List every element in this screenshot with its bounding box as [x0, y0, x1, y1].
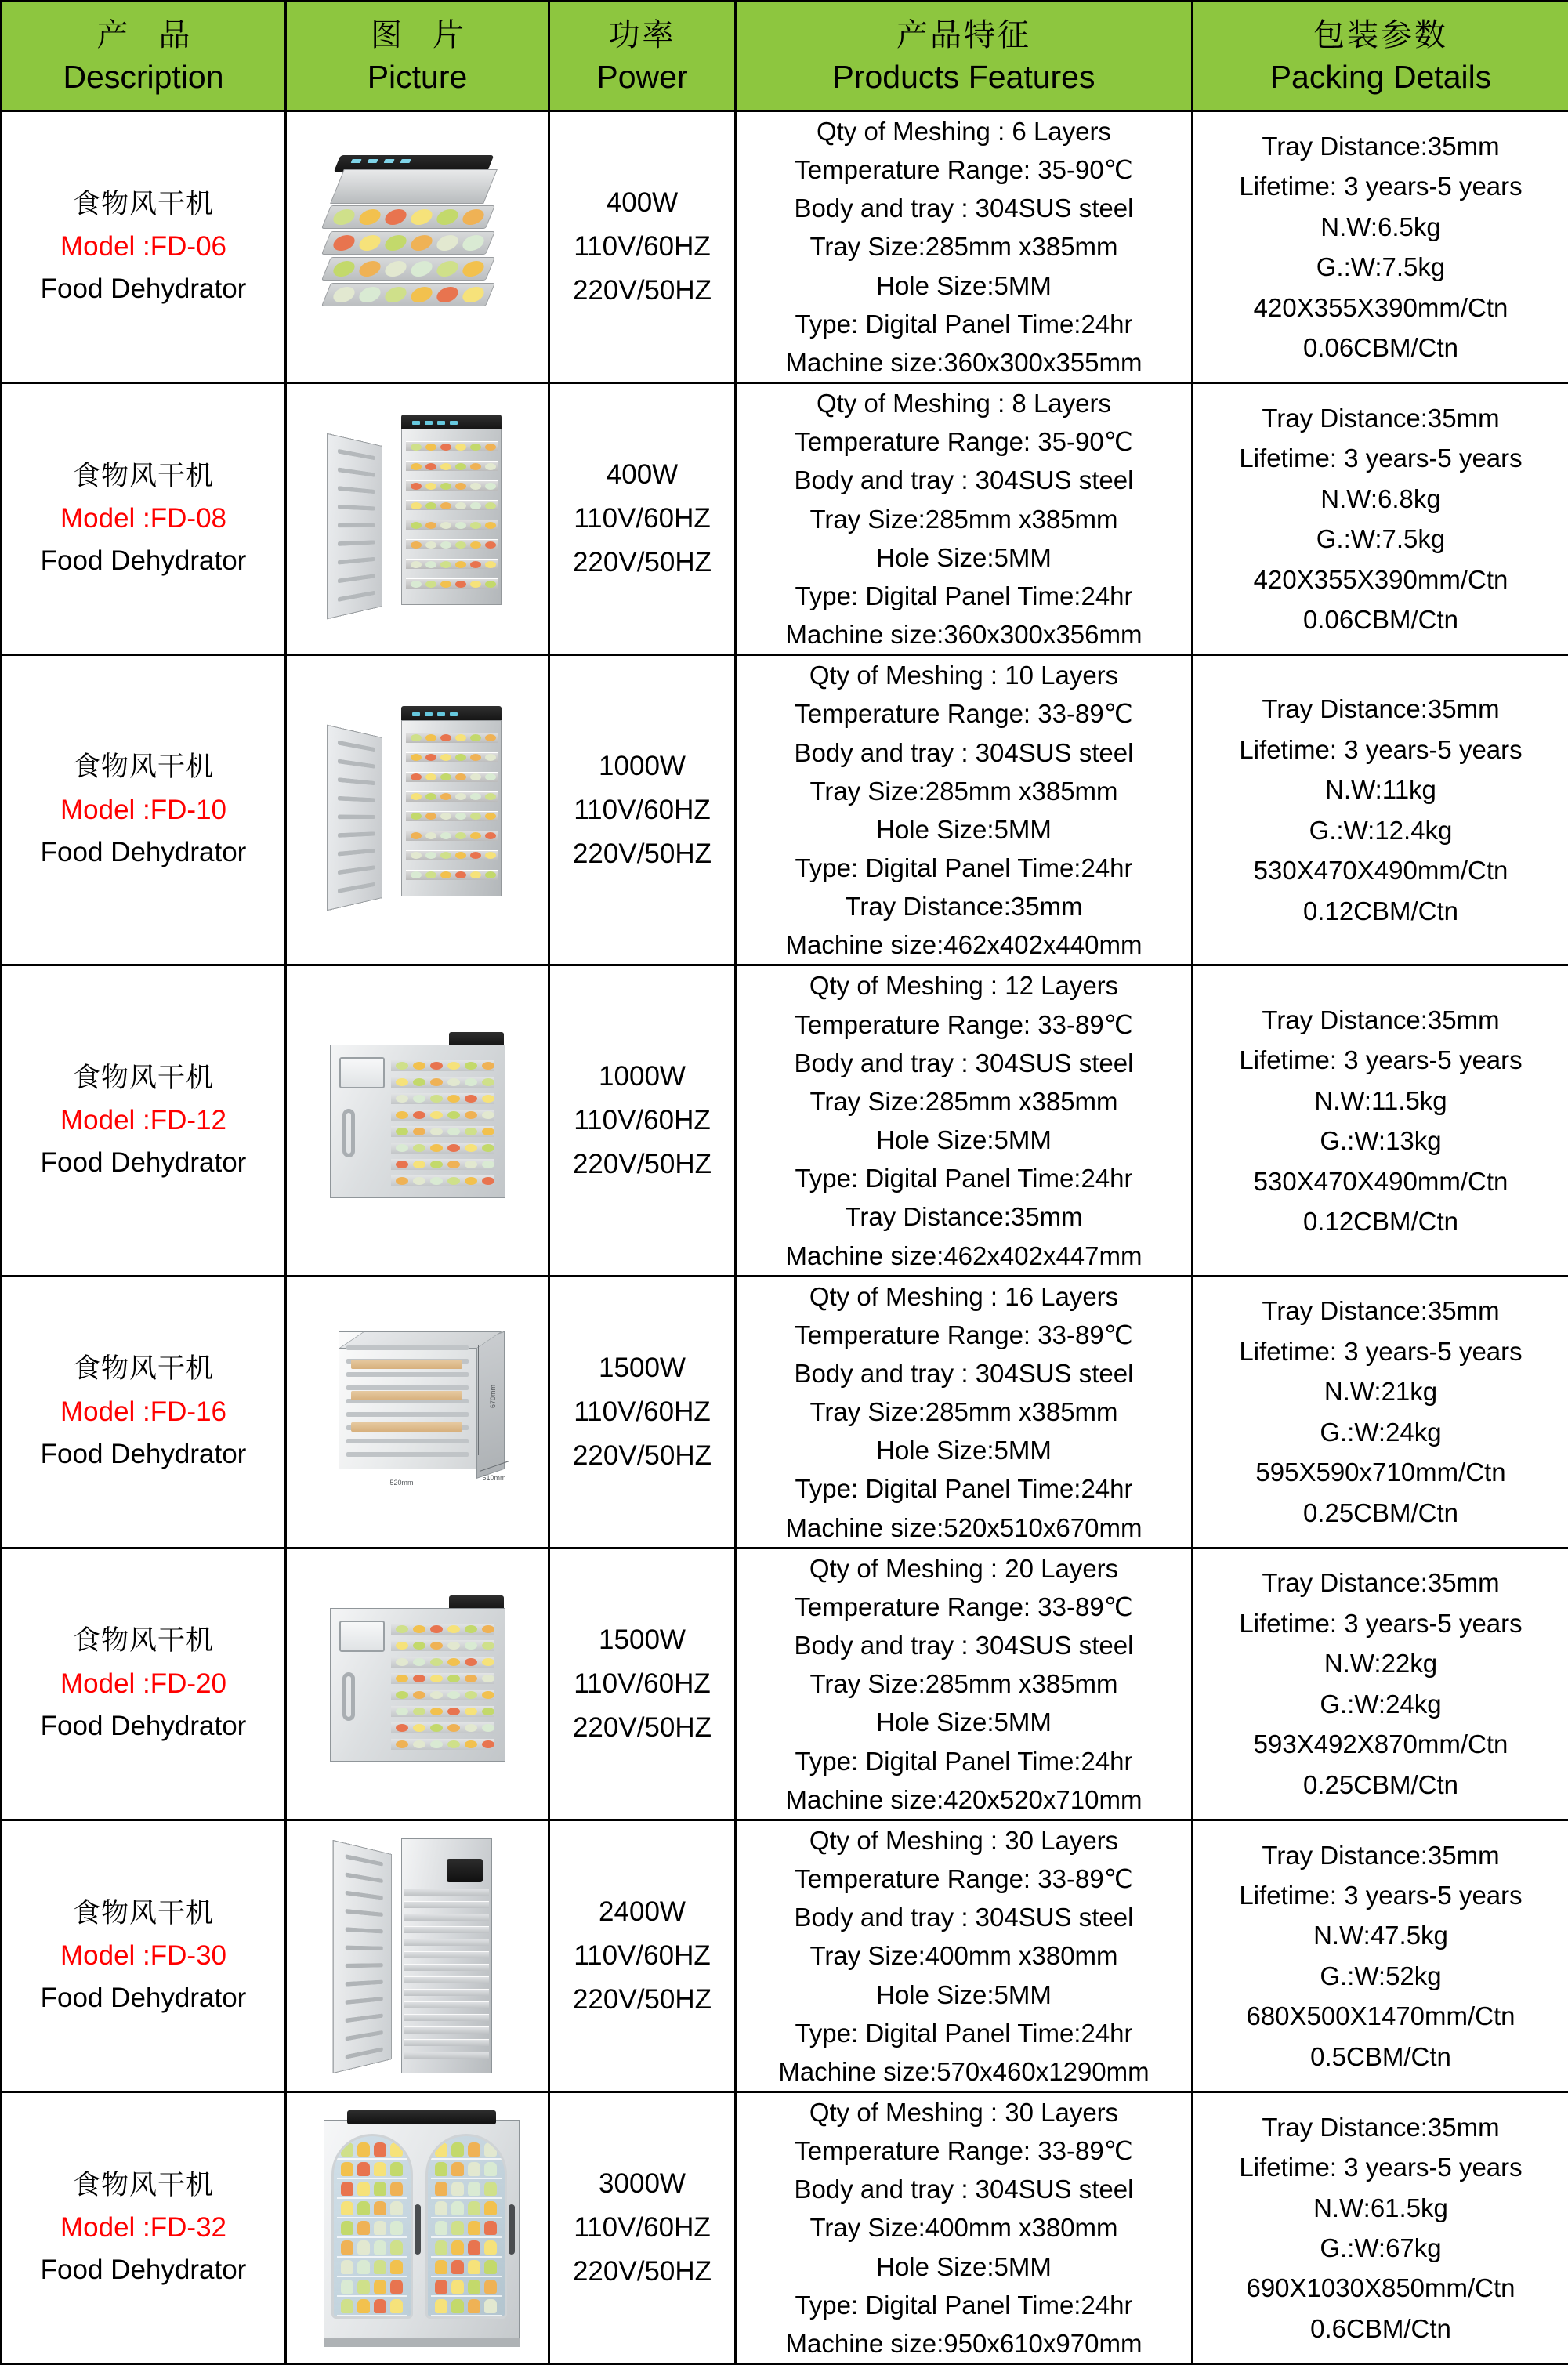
feature-line: Machine size:950x610x970mm [737, 2324, 1191, 2363]
product-power-cell [549, 1820, 736, 2092]
feature-line: Hole Size:5MM [737, 538, 1191, 577]
feature-line: Machine size:520x510x670mm [737, 1508, 1191, 1547]
feature-line: Body and tray : 304SUS steel [737, 1626, 1191, 1664]
product-name-en: Food Dehydrator [2, 1705, 284, 1747]
power-line: 1500W [550, 1346, 734, 1390]
feature-line: Tray Size:285mm x385mm [737, 227, 1191, 266]
product-photo-fd-16 [287, 1298, 548, 1526]
product-model: Model :FD-30 [2, 1935, 284, 1977]
packing-line: N.W:6.8kg [1193, 479, 1568, 519]
feature-line: Qty of Meshing : 8 Layers [737, 384, 1191, 422]
power-line: 220V/50HZ [550, 1978, 734, 2022]
power-line: 220V/50HZ [550, 1143, 734, 1186]
packing-line: Tray Distance:35mm [1193, 1835, 1568, 1875]
feature-line: Tray Size:285mm x385mm [737, 1082, 1191, 1121]
packing-line: Tray Distance:35mm [1193, 2107, 1568, 2147]
column-header-products-features [736, 2, 1193, 111]
product-photo-fd-08 [287, 405, 548, 632]
packing-line: 0.12CBM/Ctn [1193, 1201, 1568, 1241]
feature-line: Body and tray : 304SUS steel [737, 1898, 1191, 1936]
product-picture-cell [286, 383, 549, 655]
product-name-en: Food Dehydrator [2, 2249, 284, 2291]
feature-line: Qty of Meshing : 30 Layers [737, 2093, 1191, 2131]
packing-line: N.W:21kg [1193, 1371, 1568, 1411]
feature-line: Body and tray : 304SUS steel [737, 189, 1191, 227]
packing-line: Lifetime: 3 years-5 years [1193, 1603, 1568, 1643]
power-line: 400W [550, 453, 734, 497]
product-description-cell [2, 2092, 286, 2363]
power-line: 220V/50HZ [550, 269, 734, 313]
product-description-cell [2, 1820, 286, 2092]
product-packing-cell [1193, 1820, 1568, 2092]
packing-line: Lifetime: 3 years-5 years [1193, 730, 1568, 770]
packing-line: 0.12CBM/Ctn [1193, 891, 1568, 931]
product-name-cn: 食物风干机 [2, 455, 284, 498]
power-line: 220V/50HZ [550, 832, 734, 876]
power-line: 110V/60HZ [550, 1662, 734, 1706]
power-line: 220V/50HZ [550, 541, 734, 585]
packing-line: Tray Distance:35mm [1193, 689, 1568, 729]
packing-line: G.:W:12.4kg [1193, 810, 1568, 850]
product-power-cell [549, 965, 736, 1276]
table-row [2, 1820, 1568, 2092]
feature-line: Machine size:360x300x356mm [737, 615, 1191, 654]
machine-illustration [320, 697, 516, 924]
product-name-en: Food Dehydrator [2, 1142, 284, 1184]
column-header-picture-en: Picture [287, 56, 548, 98]
header-row [2, 2, 1568, 111]
product-name-en: Food Dehydrator [2, 1977, 284, 2019]
table-body [2, 111, 1568, 2364]
power-line: 220V/50HZ [550, 1434, 734, 1478]
product-features-cell [736, 2092, 1193, 2363]
feature-line: Hole Size:5MM [737, 1976, 1191, 2014]
product-packing-cell [1193, 965, 1568, 1276]
machine-illustration [320, 405, 516, 632]
packing-line: N.W:6.5kg [1193, 207, 1568, 247]
power-line: 110V/60HZ [550, 497, 734, 541]
product-name-cn: 食物风干机 [2, 746, 284, 788]
feature-line: Temperature Range: 33-89℃ [737, 1316, 1191, 1354]
column-header-description [2, 2, 286, 111]
packing-line: N.W:11kg [1193, 770, 1568, 809]
product-picture-cell [286, 1548, 549, 1820]
feature-line: Tray Size:285mm x385mm [737, 1393, 1191, 1431]
table-row [2, 1276, 1568, 1548]
product-name-en: Food Dehydrator [2, 1433, 284, 1476]
power-line: 400W [550, 181, 734, 225]
product-model: Model :FD-12 [2, 1099, 284, 1142]
product-model: Model :FD-10 [2, 789, 284, 831]
product-power-cell [549, 1548, 736, 1820]
packing-line: N.W:61.5kg [1193, 2188, 1568, 2228]
column-header-picture [286, 2, 549, 111]
product-picture-cell [286, 1820, 549, 2092]
packing-line: 690X1030X850mm/Ctn [1193, 2268, 1568, 2308]
packing-line: G.:W:24kg [1193, 1684, 1568, 1724]
power-line: 1000W [550, 1055, 734, 1099]
product-name-cn: 食物风干机 [2, 1348, 284, 1390]
column-header-power-en: Power [550, 56, 734, 98]
feature-line: Tray Size:285mm x385mm [737, 1664, 1191, 1703]
feature-line: Type: Digital Panel Time:24hr [737, 1159, 1191, 1197]
product-description-cell [2, 111, 286, 383]
product-power-cell [549, 383, 736, 655]
packing-line: Tray Distance:35mm [1193, 1000, 1568, 1040]
machine-illustration [316, 1586, 520, 1782]
packing-line: Lifetime: 3 years-5 years [1193, 1875, 1568, 1915]
product-photo-fd-06 [287, 133, 548, 360]
packing-line: Lifetime: 3 years-5 years [1193, 166, 1568, 206]
column-header-products-features-en: Products Features [737, 56, 1191, 98]
machine-illustration [316, 1023, 520, 1219]
feature-line: Temperature Range: 33-89℃ [737, 1005, 1191, 1044]
column-header-power-cn: 功率 [550, 14, 734, 56]
table-row [2, 1548, 1568, 1820]
power-line: 220V/50HZ [550, 1706, 734, 1750]
feature-line: Machine size:420x520x710mm [737, 1780, 1191, 1819]
product-power-cell [549, 111, 736, 383]
packing-line: 530X470X490mm/Ctn [1193, 1161, 1568, 1201]
power-line: 110V/60HZ [550, 225, 734, 269]
feature-line: Tray Size:400mm x380mm [737, 2208, 1191, 2247]
feature-line: Temperature Range: 35-90℃ [737, 150, 1191, 189]
feature-line: Body and tray : 304SUS steel [737, 2170, 1191, 2208]
packing-line: N.W:47.5kg [1193, 1915, 1568, 1955]
feature-line: Type: Digital Panel Time:24hr [737, 2014, 1191, 2052]
packing-line: 680X500X1470mm/Ctn [1193, 1996, 1568, 2036]
product-description-cell [2, 1276, 286, 1548]
product-name-en: Food Dehydrator [2, 831, 284, 874]
feature-line: Qty of Meshing : 16 Layers [737, 1277, 1191, 1316]
packing-line: Tray Distance:35mm [1193, 1563, 1568, 1603]
power-line: 1500W [550, 1618, 734, 1662]
product-features-cell [736, 1820, 1193, 2092]
packing-line: Tray Distance:35mm [1193, 126, 1568, 166]
product-model: Model :FD-32 [2, 2207, 284, 2249]
packing-line: Lifetime: 3 years-5 years [1193, 1331, 1568, 1371]
feature-line: Tray Size:285mm x385mm [737, 772, 1191, 810]
feature-line: Tray Size:285mm x385mm [737, 500, 1191, 538]
product-picture-cell [286, 111, 549, 383]
product-description-cell [2, 965, 286, 1276]
product-name-cn: 食物风干机 [2, 1620, 284, 1662]
feature-line: Hole Size:5MM [737, 2247, 1191, 2286]
feature-line: Hole Size:5MM [737, 810, 1191, 849]
packing-line: 0.25CBM/Ctn [1193, 1765, 1568, 1805]
product-photo-fd-32 [287, 2099, 548, 2357]
packing-line: Tray Distance:35mm [1193, 398, 1568, 438]
column-header-packing-details [1193, 2, 1568, 111]
table-row [2, 111, 1568, 383]
product-photo-fd-12 [287, 1007, 548, 1234]
feature-line: Temperature Range: 33-89℃ [737, 694, 1191, 733]
feature-line: Qty of Meshing : 30 Layers [737, 1821, 1191, 1860]
feature-line: Temperature Range: 33-89℃ [737, 1860, 1191, 1898]
product-picture-cell [286, 2092, 549, 2363]
product-picture-cell [286, 965, 549, 1276]
column-header-picture-cn: 图 片 [287, 14, 548, 56]
product-power-cell [549, 655, 736, 965]
feature-line: Body and tray : 304SUS steel [737, 733, 1191, 772]
table-row [2, 965, 1568, 1276]
feature-line: Temperature Range: 33-89℃ [737, 2131, 1191, 2170]
packing-line: 0.5CBM/Ctn [1193, 2037, 1568, 2077]
feature-line: Qty of Meshing : 6 Layers [737, 112, 1191, 150]
product-model: Model :FD-08 [2, 498, 284, 540]
feature-line: Machine size:462x402x440mm [737, 925, 1191, 964]
feature-line: Temperature Range: 33-89℃ [737, 1588, 1191, 1626]
product-packing-cell [1193, 2092, 1568, 2363]
product-photo-fd-30 [287, 1827, 548, 2085]
packing-line: N.W:11.5kg [1193, 1081, 1568, 1121]
product-name-cn: 食物风干机 [2, 1892, 284, 1935]
product-features-cell [736, 965, 1193, 1276]
packing-line: 420X355X390mm/Ctn [1193, 288, 1568, 328]
machine-illustration [300, 2102, 535, 2353]
product-features-cell [736, 383, 1193, 655]
column-header-description-en: Description [2, 56, 284, 98]
packing-line: 0.06CBM/Ctn [1193, 328, 1568, 368]
power-line: 3000W [550, 2162, 734, 2206]
product-model: Model :FD-20 [2, 1663, 284, 1705]
feature-line: Hole Size:5MM [737, 266, 1191, 305]
packing-line: G.:W:7.5kg [1193, 247, 1568, 287]
column-header-description-cn: 产 品 [2, 14, 284, 56]
packing-line: 0.25CBM/Ctn [1193, 1493, 1568, 1533]
feature-line: Type: Digital Panel Time:24hr [737, 2286, 1191, 2324]
product-packing-cell [1193, 383, 1568, 655]
product-name-cn: 食物风干机 [2, 183, 284, 226]
table-header [2, 2, 1568, 111]
column-header-power [549, 2, 736, 111]
power-line: 1000W [550, 744, 734, 788]
product-description-cell [2, 655, 286, 965]
product-packing-cell [1193, 111, 1568, 383]
feature-line: Type: Digital Panel Time:24hr [737, 1469, 1191, 1508]
feature-line: Tray Distance:35mm [737, 1197, 1191, 1236]
packing-line: Lifetime: 3 years-5 years [1193, 2147, 1568, 2187]
power-line: 110V/60HZ [550, 2206, 734, 2250]
product-model: Model :FD-06 [2, 226, 284, 268]
packing-line: Lifetime: 3 years-5 years [1193, 1040, 1568, 1080]
packing-line: G.:W:13kg [1193, 1121, 1568, 1161]
feature-line: Type: Digital Panel Time:24hr [737, 1742, 1191, 1780]
product-features-cell [736, 111, 1193, 383]
column-header-packing-details-en: Packing Details [1193, 56, 1568, 98]
feature-line: Qty of Meshing : 10 Layers [737, 656, 1191, 694]
table-row [2, 2092, 1568, 2363]
feature-line: Type: Digital Panel Time:24hr [737, 305, 1191, 343]
product-features-cell [736, 1276, 1193, 1548]
packing-line: G.:W:24kg [1193, 1412, 1568, 1452]
packing-line: 420X355X390mm/Ctn [1193, 560, 1568, 599]
machine-illustration [320, 1831, 516, 2081]
packing-line: G.:W:52kg [1193, 1956, 1568, 1996]
product-description-cell [2, 383, 286, 655]
column-header-packing-details-cn: 包装参数 [1193, 14, 1568, 56]
packing-line: G.:W:67kg [1193, 2228, 1568, 2268]
product-picture-cell [286, 655, 549, 965]
product-photo-fd-10 [287, 697, 548, 924]
power-line: 220V/50HZ [550, 2250, 734, 2294]
packing-line: G.:W:7.5kg [1193, 519, 1568, 559]
feature-line: Temperature Range: 35-90℃ [737, 422, 1191, 461]
feature-line: Type: Digital Panel Time:24hr [737, 849, 1191, 887]
table-row [2, 655, 1568, 965]
packing-line: N.W:22kg [1193, 1643, 1568, 1683]
packing-line: Lifetime: 3 years-5 years [1193, 438, 1568, 478]
product-picture-cell [286, 1276, 549, 1548]
product-description-cell [2, 1548, 286, 1820]
power-line: 110V/60HZ [550, 1390, 734, 1434]
product-model: Model :FD-16 [2, 1391, 284, 1433]
feature-line: Qty of Meshing : 20 Layers [737, 1549, 1191, 1588]
feature-line: Hole Size:5MM [737, 1121, 1191, 1159]
product-name-en: Food Dehydrator [2, 540, 284, 582]
feature-line: Body and tray : 304SUS steel [737, 1044, 1191, 1082]
product-packing-cell [1193, 1276, 1568, 1548]
product-packing-cell [1193, 1548, 1568, 1820]
feature-line: Machine size:360x300x355mm [737, 343, 1191, 382]
feature-line: Tray Distance:35mm [737, 887, 1191, 925]
machine-illustration [320, 149, 516, 345]
power-line: 110V/60HZ [550, 788, 734, 832]
product-name-cn: 食物风干机 [2, 2164, 284, 2207]
packing-line: 593X492X870mm/Ctn [1193, 1724, 1568, 1764]
feature-line: Tray Size:400mm x380mm [737, 1936, 1191, 1975]
power-line: 110V/60HZ [550, 1934, 734, 1978]
feature-line: Type: Digital Panel Time:24hr [737, 577, 1191, 615]
column-header-products-features-cn: 产品特征 [737, 14, 1191, 56]
machine-illustration: 670mm 520mm 510mm [312, 1314, 523, 1510]
packing-line: 595X590x710mm/Ctn [1193, 1452, 1568, 1492]
feature-line: Hole Size:5MM [737, 1431, 1191, 1469]
product-power-cell [549, 1276, 736, 1548]
product-power-cell [549, 2092, 736, 2363]
packing-line: 0.6CBM/Ctn [1193, 2309, 1568, 2349]
feature-line: Machine size:570x460x1290mm [737, 2052, 1191, 2091]
feature-line: Body and tray : 304SUS steel [737, 1354, 1191, 1393]
feature-line: Machine size:462x402x447mm [737, 1237, 1191, 1275]
packing-line: Tray Distance:35mm [1193, 1291, 1568, 1331]
packing-line: 0.06CBM/Ctn [1193, 599, 1568, 639]
product-name-en: Food Dehydrator [2, 268, 284, 310]
product-features-cell [736, 655, 1193, 965]
feature-line: Qty of Meshing : 12 Layers [737, 966, 1191, 1005]
product-name-cn: 食物风干机 [2, 1057, 284, 1099]
packing-line: 530X470X490mm/Ctn [1193, 850, 1568, 890]
feature-line: Body and tray : 304SUS steel [737, 461, 1191, 499]
power-line: 2400W [550, 1890, 734, 1934]
feature-line: Hole Size:5MM [737, 1703, 1191, 1741]
product-packing-cell [1193, 655, 1568, 965]
power-line: 110V/60HZ [550, 1099, 734, 1143]
product-features-cell [736, 1548, 1193, 1820]
table-row [2, 383, 1568, 655]
product-photo-fd-20 [287, 1570, 548, 1798]
